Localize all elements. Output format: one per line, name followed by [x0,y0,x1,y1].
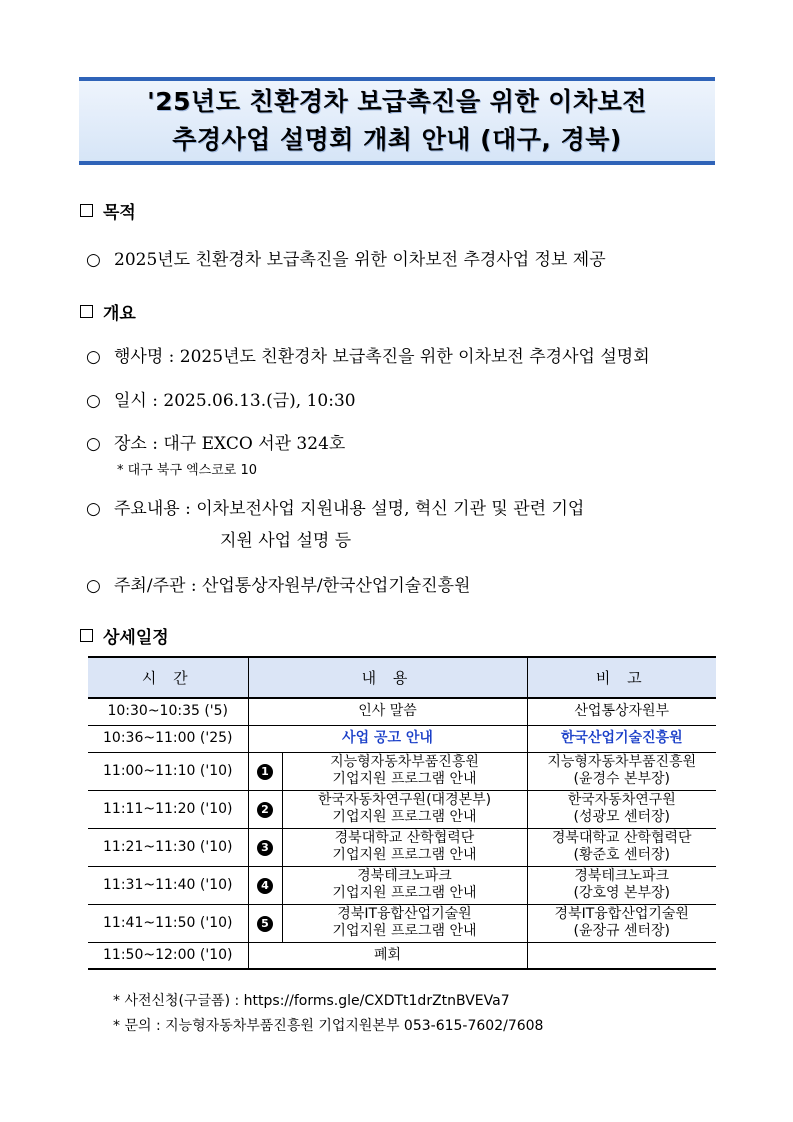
section-overview-label: 개요 [103,304,136,324]
row-content [282,790,527,828]
footer-contact: * 문의 : 지능형자동차부품진흥원 기업지원본부 053-615-7602/7608 [113,1018,544,1034]
overview-host [86,571,470,596]
table-row [88,698,716,725]
row-note-line1: 한국자동차연구원 [567,792,676,808]
header-time: 시 간 [88,657,248,698]
checkbox-square-icon [80,305,93,318]
header-content: 내 용 [248,657,527,698]
section-purpose-label: 목적 [103,203,136,223]
row-note-line1: 지능형자동차부품진흥원 [547,754,697,770]
row-time: 11:00~11:10 ('10) [88,752,248,790]
row-time: 10:36~11:00 ('25) [88,725,248,752]
table-row [88,725,716,752]
number-4-icon: 4 [257,878,273,894]
row-content: 인사 말씀 [248,698,527,725]
row-note [527,942,716,969]
row-content [282,752,527,790]
row-note [527,752,716,790]
row-content-line1: 지능형자동차부품진흥원 [330,754,479,770]
overview-content [86,494,584,519]
row-note [527,866,716,904]
row-number [248,752,282,790]
purpose-item-text: 2025년도 친환경차 보급촉진을 위한 이차보전 추경사업 정보 제공 [114,250,606,270]
circle-bullet-icon: ○ [86,391,101,411]
row-time: 10:30~10:35 ('5) [88,698,248,725]
overview-datetime-text: 일시 : 2025.06.13.(금), 10:30 [114,391,356,411]
section-schedule-label: 상세일정 [103,628,169,648]
table-row [88,942,716,969]
row-note-line2: (강호영 본부장) [573,885,671,901]
row-time: 11:31~11:40 ('10) [88,866,248,904]
circle-bullet-icon: ○ [86,576,101,596]
overview-event-name-text: 행사명 : 2025년도 친환경차 보급촉진을 위한 이차보전 추경사업 설명회 [114,347,650,367]
row-content [282,904,527,942]
row-number [248,790,282,828]
row-content-line2: 기업지원 프로그램 안내 [332,923,477,939]
overview-datetime [86,386,356,411]
checkbox-square-icon [80,629,93,642]
row-content-line1: 경북테크노파크 [357,868,452,884]
circle-bullet-icon: ○ [86,499,101,519]
row-note [527,790,716,828]
overview-venue-text: 장소 : 대구 EXCO 서관 324호 [114,434,346,454]
row-content-line1: 한국자동차연구원(대경본부) [317,792,492,808]
overview-host-text: 주최/주관 : 산업통상자원부/한국산업기술진흥원 [114,576,471,596]
circle-bullet-icon: ○ [86,347,101,367]
overview-venue [86,429,345,454]
row-content [282,866,527,904]
section-purpose-heading [80,198,136,223]
table-row [88,904,716,942]
section-overview-heading [80,299,136,324]
table-row [88,790,716,828]
number-2-icon: 2 [257,802,273,818]
row-note-line2: (성광모 센터장) [573,809,671,825]
schedule-table [88,656,716,970]
purpose-item [86,245,606,270]
number-3-icon: 3 [257,840,273,856]
row-number [248,828,282,866]
row-note: 한국산업기술진흥원 [527,725,716,752]
row-note [527,904,716,942]
schedule-header-row [88,657,716,698]
row-note [527,828,716,866]
circle-bullet-icon: ○ [86,434,101,454]
title-line-2: 추경사업 설명회 개최 안내 (대구, 경북) [172,125,622,154]
table-row [88,866,716,904]
overview-content-line2: 지원 사업 설명 등 [220,531,352,551]
row-note-line1: 경북IT융합산업기술원 [554,906,689,922]
row-note: 산업통상자원부 [527,698,716,725]
checkbox-square-icon [80,204,93,217]
row-content-line1: 경북IT융합산업기술원 [337,906,472,922]
row-time: 11:21~11:30 ('10) [88,828,248,866]
row-content-line2: 기업지원 프로그램 안내 [332,809,477,825]
number-1-icon: 1 [257,764,273,780]
row-time: 11:41~11:50 ('10) [88,904,248,942]
header-note: 비 고 [527,657,716,698]
row-content-line2: 기업지원 프로그램 안내 [332,771,477,787]
footer-signup: * 사전신청(구글폼) : https://forms.gle/CXDTt1drZtnBVEVa7 [113,993,510,1009]
table-row [88,828,716,866]
row-note-line1: 경북테크노파크 [574,868,670,884]
row-note-line2: (윤장규 센터장) [573,923,671,939]
row-note-line2: (윤경수 본부장) [573,771,671,787]
row-time: 11:11~11:20 ('10) [88,790,248,828]
title-line-1: '25년도 친환경차 보급촉진을 위한 이차보전 [147,87,647,116]
table-row [88,752,716,790]
row-content: 사업 공고 안내 [248,725,527,752]
number-5-icon: 5 [257,916,273,932]
row-content-line1: 경북대학교 산학협력단 [334,830,475,846]
circle-bullet-icon: ○ [86,250,101,270]
title-box [79,77,715,165]
row-number [248,866,282,904]
row-note-line1: 경북대학교 산학협력단 [551,830,692,846]
row-content: 폐회 [248,942,527,969]
row-time: 11:50~12:00 ('10) [88,942,248,969]
overview-content-line1: 주요내용 : 이차보전사업 지원내용 설명, 혁신 기관 및 관련 기업 [114,499,585,519]
row-content-line2: 기업지원 프로그램 안내 [332,847,477,863]
row-number [248,904,282,942]
row-content-line2: 기업지원 프로그램 안내 [332,885,477,901]
overview-venue-note: * 대구 북구 엑스코로 10 [117,463,258,478]
overview-event-name [86,342,650,367]
section-schedule-heading [80,623,169,648]
row-content [282,828,527,866]
row-note-line2: (황준호 센터장) [573,847,671,863]
